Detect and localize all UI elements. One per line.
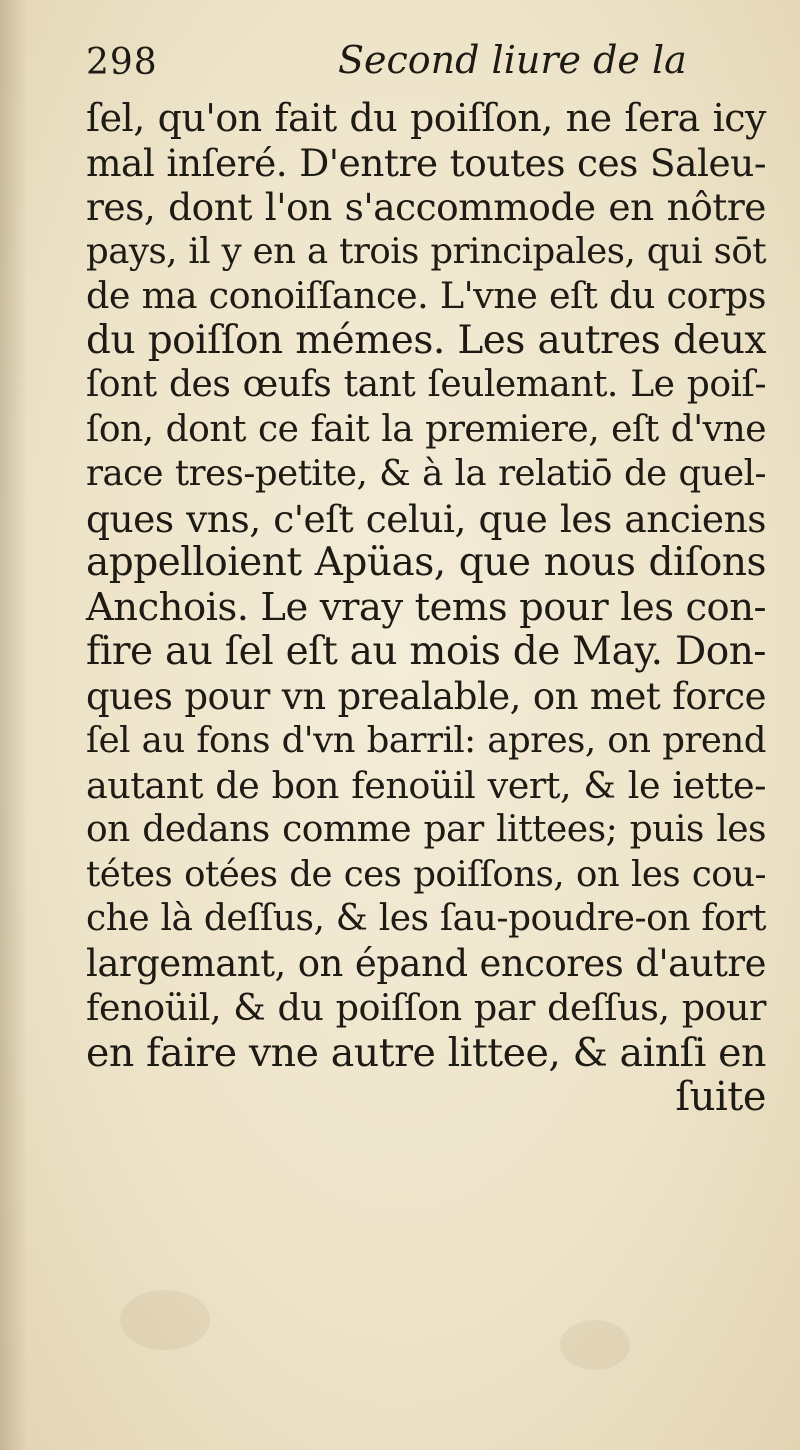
text-line: ſon, dont ce fait la premiere, eſt d'vne bbox=[86, 408, 766, 450]
text-line: en faire vne autre littee, & ainſi en bbox=[86, 1029, 766, 1076]
text-line: pays, il y en a trois principales, qui sōt bbox=[86, 230, 766, 272]
text-line: largemant, on épand encores d'autre bbox=[86, 941, 766, 985]
text-line: appelloient Apüas, que nous diſons bbox=[86, 540, 766, 585]
paper-stain bbox=[560, 1320, 630, 1370]
text-line: race tres-petite, & à la relatiō de quel- bbox=[86, 453, 766, 494]
text-line: che là deſſus, & les ſau-poudre-on fort bbox=[86, 898, 766, 939]
catchword: ſuite bbox=[675, 1074, 766, 1120]
text-line: autant de bon fenoüil vert, & le iette- bbox=[86, 763, 766, 807]
text-line: du poiſſon mémes. Les autres deux bbox=[86, 317, 766, 363]
text-line: fire au ſel eſt au mois de May. Don- bbox=[86, 629, 766, 674]
text-line: mal inſeré. D'entre toutes ces Saleu- bbox=[86, 140, 766, 185]
text-line: ſont des œufs tant ſeulemant. Le poiſ- bbox=[86, 364, 766, 405]
paper-stain bbox=[120, 1290, 210, 1350]
text-line: fenoüil, & du poiſſon par deſſus, pour bbox=[86, 986, 766, 1029]
text-line: Anchois. Le vray tems pour les con- bbox=[86, 584, 766, 630]
text-line: ſel au fons d'vn barril: apres, on prend bbox=[86, 720, 766, 761]
running-head: Second liure de la bbox=[338, 38, 687, 82]
text-line: ques pour vn prealable, on met force bbox=[86, 674, 766, 718]
text-line: tétes otées de ces poiſſons, on les cou- bbox=[86, 853, 766, 895]
page-header bbox=[86, 38, 687, 88]
text-line: on dedans comme par littees; puis les bbox=[86, 809, 766, 850]
page-gutter-shadow bbox=[0, 0, 28, 1450]
body-text bbox=[86, 96, 766, 1120]
text-line: ſel, qu'on fait du poiſſon, ne ſera icy bbox=[86, 96, 766, 140]
text-line: de ma conoiſſance. L'vne eſt du corps bbox=[86, 274, 766, 317]
text-line: res, dont l'on s'accommode en nôtre bbox=[86, 185, 766, 229]
page-number: 298 bbox=[86, 42, 158, 83]
text-line: ques vns, c'eſt celui, que les anciens bbox=[86, 496, 766, 541]
